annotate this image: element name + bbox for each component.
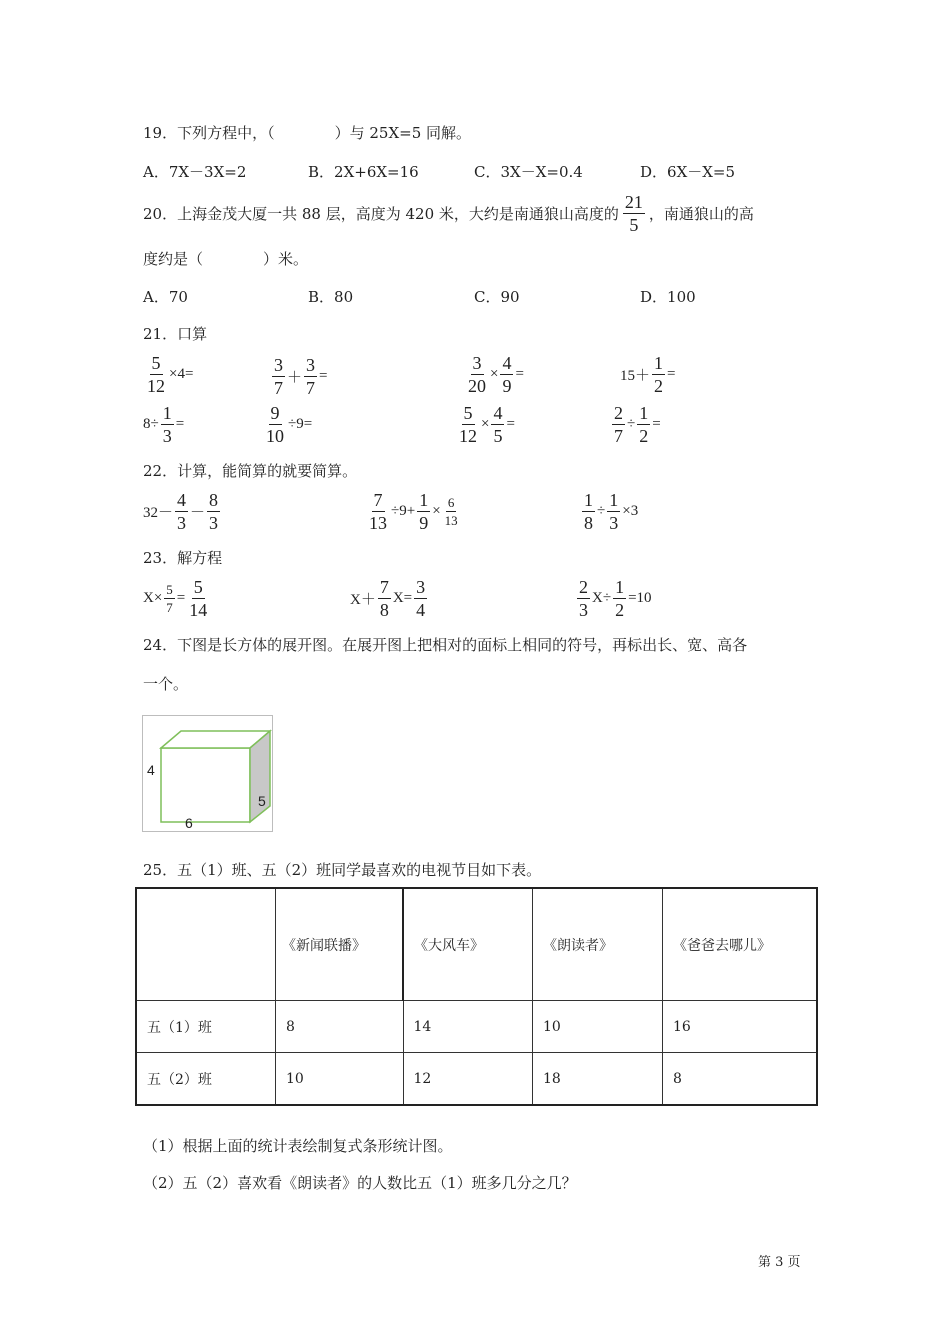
header-cell: 《大风车》 [403,888,533,1001]
q21-title: 21．口算 [143,325,208,343]
q21-item-3: $\frac{3}{20}$ × $\frac{4}{9}$ = [468,353,524,396]
q20-option-c: C．90 [474,288,520,306]
q21-item-6: $\frac{9}{10}$ ÷9= [266,403,313,446]
q20-stem-line2: 度约是（ ）米。 [143,250,309,268]
cuboid-figure [142,715,273,832]
row-label-cell: 五（1）班 [136,1001,276,1053]
q25-title: 25．五（1）班、五（2）班同学最喜欢的电视节目如下表。 [143,861,542,879]
q21-item-4: 15＋ $\frac{1}{2}$ = [620,353,676,396]
data-cell: 10 [533,1001,663,1053]
q21-item-8: $\frac{2}{7}$ ÷ $\frac{1}{2}$ = [614,403,661,446]
q22-expression-3: $\frac{1}{8}$ ÷ $\frac{1}{3}$ ×3 [584,490,639,533]
q19-option-c: C．3X－X=0.4 [474,163,583,181]
header-corner-cell [136,888,276,1001]
q21-item-7: $\frac{5}{12}$ × $\frac{4}{5}$ = [459,403,515,446]
data-cell: 8 [663,1053,818,1106]
data-cell: 10 [276,1053,404,1106]
q24-stem-line2: 一个。 [143,675,189,693]
tv-preference-table [135,887,818,1106]
q19-stem: 19．下列方程中，（ ）与 25X=5 同解。 [143,124,472,142]
table-row [136,1053,817,1106]
q20-frac-denominator: 5 [629,215,639,235]
q20-fraction [623,193,645,234]
label-length: 6 [185,815,193,831]
data-cell: 12 [403,1053,533,1106]
table-header-row [136,888,817,1001]
cuboid-drawing [143,716,272,831]
q20-option-a: A．70 [143,288,188,306]
q20-stem-part2: ，南通狼山的高 [648,204,754,223]
q25-sub-question-1: （1）根据上面的统计表绘制复式条形统计图。 [143,1137,453,1155]
q25-sub-question-2: （2）五（2）喜欢看《朗读者》的人数比五（1）班多几分之几？ [143,1174,577,1192]
label-height: 4 [147,762,155,778]
table-row [136,1001,817,1053]
q23-equation-1: X× $\frac{5}{7}$ = $\frac{5}{14}$ [143,577,208,620]
q21-item-5: 8÷ $\frac{1}{3}$ = [143,403,185,446]
cuboid-front-face [161,748,250,822]
data-cell: 14 [403,1001,533,1053]
header-cell: 《新闻联播》 [276,888,404,1001]
data-cell: 18 [533,1053,663,1106]
q19-option-d: D．6X－X=5 [640,163,736,181]
page-number: 第 3 页 [758,1255,801,1270]
q24-stem-line1: 24．下图是长方体的展开图。在展开图上把相对的面标上相同的符号，再标出长、宽、高各 [143,636,748,654]
q22-title: 22．计算，能简算的就要简算。 [143,462,358,480]
q22-expression-2: $\frac{7}{13}$ ÷9+ $\frac{1}{9}$ × $\frac{6}{13}$ [369,490,458,533]
data-cell: 8 [276,1001,404,1053]
q20-frac-numerator: 21 [624,192,643,212]
header-cell: 《爸爸去哪儿》 [663,888,818,1001]
q21-item-1: $\frac{5}{12}$ ×4= [147,353,194,396]
q20-option-b: B．80 [308,288,354,306]
q19-option-a: A．7X－3X=2 [143,163,247,181]
q23-title: 23．解方程 [143,549,223,567]
q20-stem-line1 [143,193,754,234]
q21-item-2: $\frac{3}{7}$ ＋ $\frac{3}{7}$ = [274,355,328,398]
q23-equation-3: $\frac{2}{3}$ X÷ $\frac{1}{2}$ =10 [579,577,652,620]
data-cell: 16 [663,1001,818,1053]
q19-option-b: B．2X+6X=16 [308,163,419,181]
label-width: 5 [258,793,266,809]
q22-expression-1: 32－ $\frac{4}{3}$ － $\frac{8}{3}$ [143,490,219,533]
q20-stem-part1: 20．上海金茂大厦一共 88 层，高度为 420 米，大约是南通狼山高度的 [143,204,619,223]
q20-option-d: D．100 [640,288,696,306]
q23-equation-2: X＋ $\frac{7}{8}$ X= $\frac{3}{4}$ [350,577,426,620]
header-cell: 《朗读者》 [533,888,663,1001]
row-label-cell: 五（2）班 [136,1053,276,1106]
